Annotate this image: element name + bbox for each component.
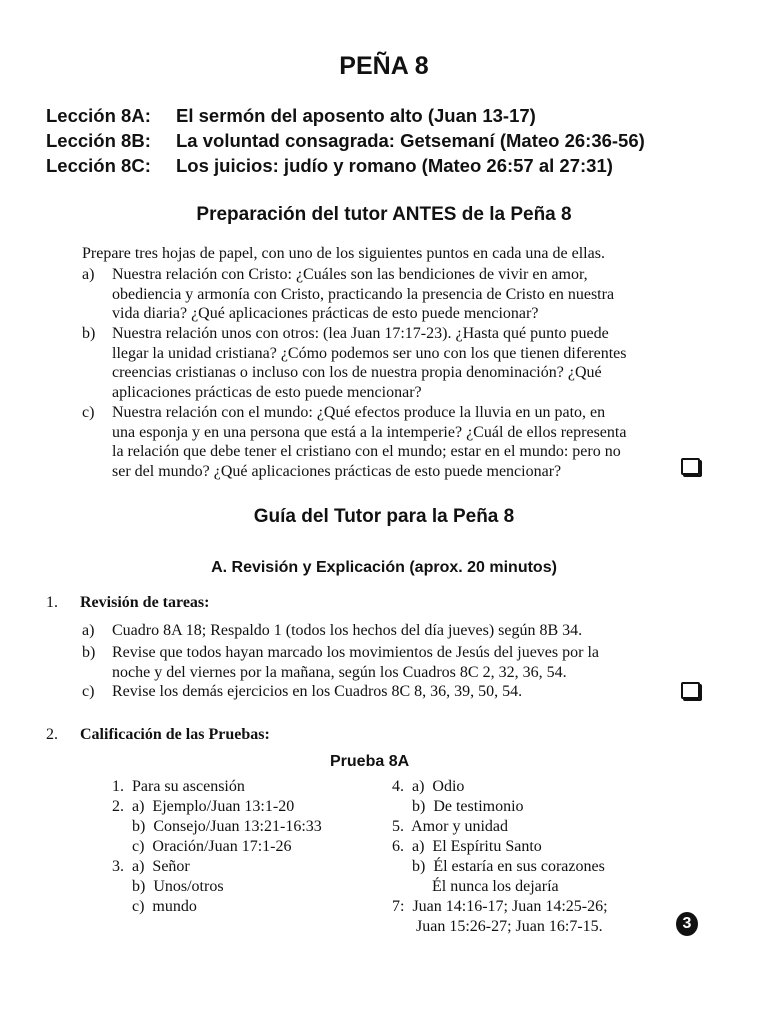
quiz-answer-line: 2. a) Ejemplo/Juan 13:1-20 xyxy=(112,798,295,815)
item-line: Revise los demás ejercicios en los Cuadros 8C 8, 36, 39, 50, 54. xyxy=(112,683,523,700)
item-marker: b) xyxy=(82,644,96,661)
lesson-line xyxy=(46,155,613,177)
prep-item xyxy=(82,324,712,402)
prep-intro: Prepare tres hojas de papel, con uno de los siguientes puntos en cada una de ellas. xyxy=(82,245,605,262)
lesson-line xyxy=(46,105,536,127)
task1-title: Revisión de tareas: xyxy=(80,594,210,611)
item-line: Cuadro 8A 18; Respaldo 1 (todos los hechos del día jueves) según 8B 34. xyxy=(112,622,583,639)
lesson-title: Los juicios: judío y romano (Mateo 26:57 al 27:31) xyxy=(176,155,613,176)
item-text xyxy=(112,621,712,641)
item-line: Revise que todos hayan marcado los movimientos de Jesús del jueves por la xyxy=(112,644,600,661)
lesson-title: El sermón del aposento alto (Juan 13-17) xyxy=(176,105,536,126)
item-text xyxy=(112,265,712,324)
task1-item xyxy=(82,682,712,702)
task2-heading xyxy=(46,726,270,744)
quiz-title: Prueba 8A xyxy=(330,753,410,770)
item-marker: a) xyxy=(82,622,95,639)
item-line: obediencia y armonía con Cristo, practicando la presencia de Cristo en nuestra xyxy=(112,285,615,303)
task1-number: 1. xyxy=(46,594,58,611)
task1-heading xyxy=(46,594,209,612)
quiz-answer-line: Él nunca los dejaría xyxy=(392,878,559,895)
item-marker: c) xyxy=(82,404,95,421)
lesson-code: Lección 8B: xyxy=(46,130,151,151)
quiz-answer-line: c) Oración/Juan 17:1-26 xyxy=(112,838,292,855)
prep-checkbox[interactable] xyxy=(681,458,700,475)
quiz-answer-line: b) Unos/otros xyxy=(112,878,224,895)
prep-heading: Preparación del tutor ANTES de la Peña 8 xyxy=(196,204,572,225)
item-line: Nuestra relación con Cristo: ¿Cuáles son las bendiciones de vivir en amor, xyxy=(112,266,588,283)
task1-checkbox[interactable] xyxy=(681,682,700,699)
quiz-answer-line: 5. Amor y unidad xyxy=(392,818,508,835)
prep-item xyxy=(82,265,712,324)
quiz-answer-line: 6. a) El Espíritu Santo xyxy=(392,838,542,855)
lesson-code: Lección 8A: xyxy=(46,105,151,126)
item-text xyxy=(112,324,712,402)
item-line: una esponja y en una persona que está a la intemperie? ¿Cuál de ellos representa xyxy=(112,423,627,441)
quiz-answer-line: Juan 15:26-27; Juan 16:7-15. xyxy=(392,918,603,935)
item-line: llegar la unidad cristiana? ¿Cómo podemos ser uno con los que tienen diferentes xyxy=(112,344,627,362)
section-a-heading: A. Revisión y Explicación (aprox. 20 minutos) xyxy=(211,559,557,576)
task1-item xyxy=(82,621,712,641)
item-line: noche y del viernes por la mañana, según los Cuadros 8C 2, 32, 36, 54. xyxy=(112,663,567,681)
item-text xyxy=(112,403,712,481)
item-text xyxy=(112,682,712,702)
lesson-line xyxy=(46,130,645,152)
quiz-answer-line: 4. a) Odio xyxy=(392,778,465,795)
item-line: Nuestra relación unos con otros: (lea Juan 17:17-23). ¿Hasta qué punto puede xyxy=(112,325,609,342)
quiz-answers-right xyxy=(392,777,608,937)
page-number: 3 xyxy=(676,912,698,936)
quiz-answers-left xyxy=(112,777,322,917)
quiz-answer-line: 7: Juan 14:16-17; Juan 14:25-26; xyxy=(392,898,608,915)
quiz-answer-line: 3. a) Señor xyxy=(112,858,190,875)
item-line: Nuestra relación con el mundo: ¿Qué efectos produce la lluvia en un pato, en xyxy=(112,404,606,421)
task1-item xyxy=(82,643,712,682)
guide-heading: Guía del Tutor para la Peña 8 xyxy=(253,506,515,527)
item-text xyxy=(112,643,712,682)
prep-item xyxy=(82,403,712,481)
task2-title: Calificación de las Pruebas: xyxy=(80,726,270,743)
item-marker: c) xyxy=(82,683,95,700)
item-line: vida diaria? ¿Qué aplicaciones prácticas de esto puede mencionar? xyxy=(112,305,539,322)
item-line: la relación que debe tener el cristiano con el mundo; estar en el mundo: pero no xyxy=(112,443,621,460)
item-line: creencias cristianas o incluso con los de nuestra propia denominación? ¿Qué xyxy=(112,364,602,381)
quiz-answer-line: c) mundo xyxy=(112,898,197,915)
lesson-code: Lección 8C: xyxy=(46,155,151,176)
quiz-answer-line: b) De testimonio xyxy=(392,798,524,815)
page-title: PEÑA 8 xyxy=(339,52,429,80)
item-line: ser del mundo? ¿Qué aplicaciones prácticas de esto puede mencionar? xyxy=(112,462,562,480)
item-line: aplicaciones prácticas de esto puede mencionar? xyxy=(112,383,422,401)
item-marker: b) xyxy=(82,325,96,342)
quiz-answer-line: b) Consejo/Juan 13:21-16:33 xyxy=(112,818,322,835)
item-marker: a) xyxy=(82,266,95,283)
task2-number: 2. xyxy=(46,726,58,743)
quiz-answer-line: 1. Para su ascensión xyxy=(112,778,245,795)
quiz-answer-line: b) Él estaría en sus corazones xyxy=(392,858,605,875)
lesson-title: La voluntad consagrada: Getsemaní (Mateo 26:36-56) xyxy=(176,130,645,151)
